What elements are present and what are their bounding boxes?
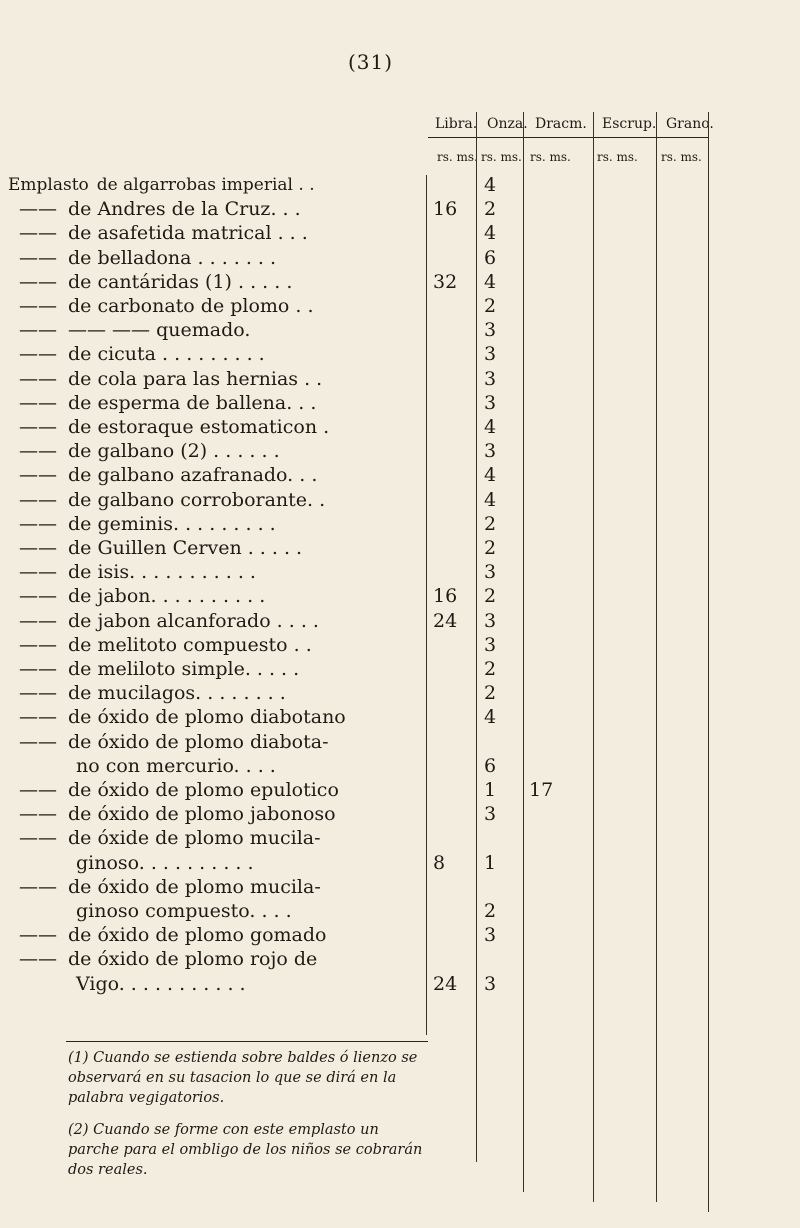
entry-text: de galbano corroborante. . [68, 489, 326, 511]
entry-row [8, 175, 428, 195]
value-onza: 4 [484, 271, 497, 293]
value-onza: 3 [484, 392, 497, 414]
entry-row [8, 369, 428, 389]
value-onza: 3 [484, 368, 497, 390]
entry-row [8, 974, 428, 994]
value-libra: 24 [433, 973, 458, 995]
entry-row [8, 296, 428, 316]
entry-text: de óxide de plomo mucila- [68, 827, 321, 849]
entry-lead: —— [19, 343, 57, 365]
entry-row [8, 611, 428, 631]
entry-row [8, 344, 428, 364]
value-onza: 3 [484, 343, 497, 365]
entry-row [8, 707, 428, 727]
value-onza: 4 [484, 222, 497, 244]
entry-lead: —— [19, 731, 57, 753]
value-libra: 8 [433, 852, 446, 874]
column-header-libra: Libra. [435, 116, 478, 132]
entry-row [8, 272, 428, 292]
entry-row [8, 199, 428, 219]
unit-label-grano: rs. ms. [661, 150, 702, 164]
entry-text: de cola para las hernias . . [68, 368, 323, 390]
entry-row [8, 780, 428, 800]
value-onza: 4 [484, 416, 497, 438]
entry-lead: —— [19, 779, 57, 801]
column-header-escrup: Escrup. [602, 116, 657, 132]
entry-row [8, 223, 428, 243]
entry-text: de óxido de plomo jabonoso [68, 803, 336, 825]
entry-row [8, 877, 428, 897]
entry-text: de cantáridas (1) . . . . . [68, 271, 293, 293]
entry-text: Vigo. . . . . . . . . . . [76, 973, 246, 995]
entry-lead: —— [19, 368, 57, 390]
entry-row [8, 804, 428, 824]
entry-row [8, 635, 428, 655]
value-onza: 2 [484, 198, 497, 220]
entry-row [8, 732, 428, 752]
entry-lead: Emplasto [8, 175, 89, 195]
entry-text: de óxido de plomo diabotano [68, 706, 346, 728]
entry-lead: —— [19, 706, 57, 728]
entry-text: de óxido de plomo rojo de [68, 948, 318, 970]
value-onza: 4 [484, 489, 497, 511]
entry-row [8, 562, 428, 582]
entry-lead: —— [19, 803, 57, 825]
value-onza: 6 [484, 247, 497, 269]
value-dracm: 17 [529, 779, 554, 801]
entry-lead: —— [19, 440, 57, 462]
value-onza: 1 [484, 779, 497, 801]
footnote-rule [66, 1041, 428, 1042]
column-rule [523, 112, 524, 1192]
value-onza: 2 [484, 900, 497, 922]
column-rule [476, 112, 477, 1162]
entry-row [8, 683, 428, 703]
entry-lead: —— [19, 271, 57, 293]
column-header-grano: Grano. [666, 116, 714, 132]
entry-lead: —— [19, 634, 57, 656]
entry-lead: —— [19, 392, 57, 414]
column-rule [656, 112, 657, 1202]
entry-lead: —— [19, 948, 57, 970]
entry-text: no con mercurio. . . . [76, 755, 276, 777]
value-onza: 3 [484, 924, 497, 946]
entry-lead: —— [19, 610, 57, 632]
entry-text: de jabon alcanforado . . . . [68, 610, 319, 632]
entry-row [8, 393, 428, 413]
entry-text: —— —— quemado. [68, 319, 251, 341]
value-libra: 32 [433, 271, 458, 293]
column-header-dracm: Dracm. [535, 116, 587, 132]
value-onza: 2 [484, 682, 497, 704]
value-libra: 16 [433, 198, 458, 220]
value-onza: 2 [484, 585, 497, 607]
value-onza: 3 [484, 440, 497, 462]
entry-lead: —— [19, 416, 57, 438]
entry-text: ginoso compuesto. . . . [76, 900, 292, 922]
entry-text: de galbano (2) . . . . . . [68, 440, 280, 462]
value-libra: 24 [433, 610, 458, 632]
entry-row [8, 538, 428, 558]
entry-lead: —— [19, 561, 57, 583]
entry-lead: —— [19, 827, 57, 849]
unit-label-onza: rs. ms. [481, 150, 522, 164]
entry-text: de óxido de plomo gomado [68, 924, 327, 946]
value-onza: 3 [484, 610, 497, 632]
entry-lead: —— [19, 876, 57, 898]
entry-lead: —— [19, 295, 57, 317]
page-number: (31) [348, 50, 394, 74]
entry-text: de jabon. . . . . . . . . . [68, 585, 266, 607]
value-onza: 4 [484, 464, 497, 486]
entry-lead: —— [19, 198, 57, 220]
column-rule [708, 112, 709, 1212]
value-onza: 2 [484, 513, 497, 535]
value-onza: 4 [484, 706, 497, 728]
footnote-1: (1) Cuando se estienda sobre baldes ó lienzo se observará en su tasacion lo que se dirá en la palabra vegigatorios. [68, 1050, 418, 1106]
value-onza: 3 [484, 803, 497, 825]
entry-row [8, 925, 428, 945]
entry-text: de Guillen Cerven . . . . . [68, 537, 303, 559]
entry-row [8, 659, 428, 679]
value-onza: 6 [484, 755, 497, 777]
entry-text: de galbano azafranado. . . [68, 464, 318, 486]
value-onza: 4 [484, 174, 497, 196]
entry-text: de óxido de plomo epulotico [68, 779, 339, 801]
entry-text: de estoraque estomaticon . [68, 416, 330, 438]
entry-text: de isis. . . . . . . . . . . [68, 561, 256, 583]
unit-label-dracm: rs. ms. [530, 150, 571, 164]
entry-text: ginoso. . . . . . . . . . [76, 852, 254, 874]
entry-row [8, 586, 428, 606]
entry-lead: —— [19, 682, 57, 704]
entry-lead: —— [19, 247, 57, 269]
entry-lead: —— [19, 464, 57, 486]
entry-text: de mucilagos. . . . . . . . [68, 682, 286, 704]
entry-lead: —— [19, 537, 57, 559]
entry-row [8, 514, 428, 534]
value-onza: 2 [484, 295, 497, 317]
entry-text: de Andres de la Cruz. . . [68, 198, 301, 220]
value-onza: 1 [484, 852, 497, 874]
column-rule [593, 112, 594, 1202]
entry-row [8, 853, 428, 873]
value-onza: 3 [484, 973, 497, 995]
entry-row [8, 490, 428, 510]
entry-row [8, 949, 428, 969]
entry-text: de cicuta . . . . . . . . . [68, 343, 265, 365]
entry-row [8, 756, 428, 776]
entry-lead: —— [19, 658, 57, 680]
footnote-2: (2) Cuando se forme con este emplasto un parche para el ombligo de los niños se cobrarán dos reales. [68, 1122, 423, 1178]
entry-text: de melitoto compuesto . . [68, 634, 312, 656]
entry-row [8, 248, 428, 268]
entry-text: de óxido de plomo diabota- [68, 731, 329, 753]
entry-text: de esperma de ballena. . . [68, 392, 317, 414]
value-onza: 3 [484, 634, 497, 656]
unit-label-libra: rs. ms. [437, 150, 478, 164]
unit-label-escrup: rs. ms. [597, 150, 638, 164]
header-rule [428, 137, 708, 138]
entry-lead: —— [19, 513, 57, 535]
column-header-onza: Onza. [487, 116, 528, 132]
entry-lead: —— [19, 222, 57, 244]
entry-text: de algarrobas imperial . . [96, 175, 315, 195]
value-onza: 3 [484, 561, 497, 583]
entry-text: de belladona . . . . . . . [68, 247, 277, 269]
entry-text: de óxido de plomo mucila- [68, 876, 321, 898]
entry-row [8, 320, 428, 340]
value-onza: 2 [484, 537, 497, 559]
entry-lead: —— [19, 924, 57, 946]
value-libra: 16 [433, 585, 458, 607]
entry-text: de meliloto simple. . . . . [68, 658, 300, 680]
entry-lead: —— [19, 489, 57, 511]
entry-text: de carbonato de plomo . . [68, 295, 314, 317]
entry-row [8, 828, 428, 848]
value-onza: 2 [484, 658, 497, 680]
entry-row [8, 465, 428, 485]
entry-row [8, 901, 428, 921]
entry-lead: —— [19, 585, 57, 607]
entry-text: de geminis. . . . . . . . . [68, 513, 276, 535]
entry-row [8, 417, 428, 437]
entry-text: de asafetida matrical . . . [68, 222, 308, 244]
value-onza: 3 [484, 319, 497, 341]
entry-lead: —— [19, 319, 57, 341]
entry-row [8, 441, 428, 461]
